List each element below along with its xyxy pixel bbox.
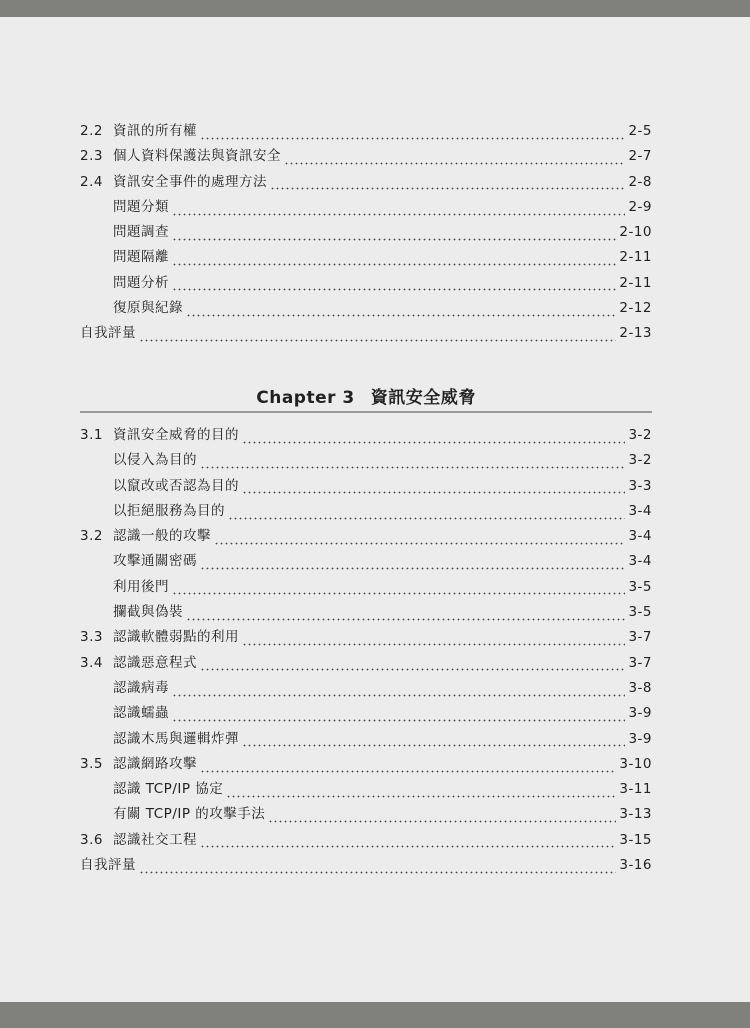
dot-leader bbox=[242, 482, 625, 494]
toc-entry-title: 認識木馬與邏輯炸彈 bbox=[113, 730, 239, 747]
toc-entry-title: 利用後門 bbox=[113, 578, 169, 595]
toc-entry-title: 問題調查 bbox=[113, 224, 169, 241]
dot-leader bbox=[172, 229, 616, 241]
toc-entry[interactable] bbox=[80, 245, 652, 270]
toc-entry[interactable] bbox=[80, 600, 652, 625]
toc-entry[interactable] bbox=[80, 499, 652, 524]
toc-entry-page: 3-5 bbox=[628, 578, 652, 595]
toc-entry-number: 3.2 bbox=[80, 528, 103, 545]
dot-leader bbox=[242, 634, 625, 646]
toc-entry-title: 攔截與偽裝 bbox=[113, 604, 183, 621]
dot-leader bbox=[172, 279, 616, 291]
toc-entry[interactable] bbox=[80, 220, 652, 245]
dot-leader bbox=[242, 735, 625, 747]
dot-leader bbox=[200, 558, 625, 570]
chapter-heading bbox=[80, 383, 652, 408]
dot-leader bbox=[186, 305, 616, 317]
toc-entry-title: 問題分析 bbox=[113, 274, 169, 291]
toc-entry-page: 3-2 bbox=[628, 427, 652, 443]
top-border-bar bbox=[0, 0, 750, 17]
toc-entry-title: 認識一般的攻擊 bbox=[113, 528, 211, 545]
toc-entry-page: 3-13 bbox=[619, 806, 652, 823]
toc-entry-title: 問題分類 bbox=[113, 198, 169, 215]
toc-entry-page: 3-9 bbox=[628, 730, 652, 747]
toc-entry-title: 認識軟體弱點的利用 bbox=[113, 629, 239, 646]
dot-leader bbox=[172, 583, 625, 595]
toc-entry-title: 資訊安全威脅的目的 bbox=[113, 427, 239, 443]
toc-entry-page: 3-4 bbox=[628, 553, 652, 570]
dot-leader bbox=[228, 508, 625, 520]
toc-entry-title: 以侵入為目的 bbox=[113, 452, 197, 469]
toc-entry-number: 3.1 bbox=[80, 427, 103, 443]
dot-leader bbox=[139, 330, 616, 342]
dot-leader bbox=[214, 533, 625, 545]
toc-entry-title: 有關 TCP/IP 的攻擊手法 bbox=[113, 806, 266, 823]
toc-entry[interactable] bbox=[80, 752, 652, 777]
dot-leader bbox=[172, 254, 616, 266]
dot-leader bbox=[284, 153, 625, 165]
toc-entry-page: 3-4 bbox=[628, 502, 652, 519]
dot-leader bbox=[270, 178, 625, 190]
dot-leader bbox=[226, 786, 616, 798]
dot-leader bbox=[172, 710, 625, 722]
toc-entry-page: 2-5 bbox=[628, 123, 652, 139]
toc-entry[interactable] bbox=[80, 853, 652, 878]
toc-entry-page: 3-2 bbox=[628, 452, 652, 469]
toc-entry-title: 復原與紀錄 bbox=[113, 300, 183, 317]
toc-entry-page: 3-9 bbox=[628, 705, 652, 722]
toc-entry-title: 認識惡意程式 bbox=[113, 654, 197, 671]
toc-entry-title: 資訊的所有權 bbox=[113, 123, 197, 139]
toc-entry[interactable] bbox=[80, 296, 652, 321]
toc-entry[interactable] bbox=[80, 195, 652, 220]
toc-section-chapter-3 bbox=[80, 423, 652, 878]
dot-leader bbox=[139, 862, 616, 874]
dot-leader bbox=[200, 457, 625, 469]
toc-entry-page: 3-5 bbox=[628, 604, 652, 621]
toc-entry-number: 3.4 bbox=[80, 654, 103, 671]
toc-entry-title: 問題隔離 bbox=[113, 249, 169, 266]
toc-entry-title: 以竄改或否認為目的 bbox=[113, 477, 239, 494]
bottom-border-bar bbox=[0, 1002, 750, 1028]
chapter-divider bbox=[80, 411, 652, 413]
toc-entry-title: 攻擊通關密碼 bbox=[113, 553, 197, 570]
toc-entry-number: 2.4 bbox=[80, 173, 103, 190]
dot-leader bbox=[200, 659, 625, 671]
toc-entry-page: 3-11 bbox=[619, 781, 652, 798]
toc-entry-title: 資訊安全事件的處理方法 bbox=[113, 173, 267, 190]
toc-entry-number: 3.6 bbox=[80, 831, 103, 848]
dot-leader bbox=[200, 128, 625, 140]
toc-entry-page: 3-10 bbox=[619, 755, 652, 772]
toc-entry-page: 2-10 bbox=[619, 224, 652, 241]
toc-entry-number: 2.2 bbox=[80, 123, 103, 139]
toc-entry-page: 3-3 bbox=[628, 477, 652, 494]
toc-entry[interactable] bbox=[80, 321, 652, 346]
toc-entry[interactable] bbox=[80, 524, 652, 549]
toc-entry-title: 認識社交工程 bbox=[113, 831, 197, 848]
toc-entry-page: 2-8 bbox=[628, 173, 652, 190]
toc-entry[interactable] bbox=[80, 448, 652, 473]
toc-entry-page: 2-11 bbox=[619, 249, 652, 266]
toc-entry-page: 3-4 bbox=[628, 528, 652, 545]
toc-entry[interactable] bbox=[80, 271, 652, 296]
toc-entry[interactable] bbox=[80, 676, 652, 701]
toc-entry[interactable] bbox=[80, 170, 652, 195]
toc-entry[interactable] bbox=[80, 828, 652, 853]
toc-entry-title: 認識 TCP/IP 協定 bbox=[113, 781, 224, 798]
dot-leader bbox=[172, 204, 625, 216]
chapter-label: Chapter 3 bbox=[256, 388, 355, 408]
toc-entry[interactable] bbox=[80, 701, 652, 726]
toc-entry-page: 3-7 bbox=[628, 654, 652, 671]
toc-entry[interactable] bbox=[80, 727, 652, 752]
toc-entry-title: 認識蠕蟲 bbox=[113, 705, 169, 722]
toc-entry-page: 3-16 bbox=[619, 857, 652, 874]
dot-leader bbox=[186, 609, 625, 621]
toc-entry-number: 2.3 bbox=[80, 148, 103, 165]
chapter-title: 資訊安全威脅 bbox=[370, 388, 476, 408]
toc-entry-number: 3.3 bbox=[80, 629, 103, 646]
dot-leader bbox=[200, 761, 616, 773]
toc-entry[interactable] bbox=[80, 119, 652, 144]
toc-entry-page: 2-12 bbox=[619, 300, 652, 317]
dot-leader bbox=[172, 685, 625, 697]
toc-section-chapter-2 bbox=[80, 119, 652, 347]
toc-entry-title: 認識病毒 bbox=[113, 679, 169, 696]
toc-entry-title: 自我評量 bbox=[80, 325, 136, 342]
toc-entry[interactable] bbox=[80, 625, 652, 650]
toc-entry-page: 2-11 bbox=[619, 274, 652, 291]
toc-entry-page: 2-7 bbox=[628, 148, 652, 165]
toc-entry-page: 3-7 bbox=[628, 629, 652, 646]
toc-entry-title: 自我評量 bbox=[80, 857, 136, 874]
toc-entry-title: 以拒絕服務為目的 bbox=[113, 502, 225, 519]
toc-entry-number: 3.5 bbox=[80, 755, 103, 772]
toc-entry-title: 認識網路攻擊 bbox=[113, 755, 197, 772]
dot-leader bbox=[268, 811, 616, 823]
dot-leader bbox=[242, 432, 625, 444]
toc-entry-page: 2-13 bbox=[619, 325, 652, 342]
toc-entry[interactable] bbox=[80, 474, 652, 499]
toc-entry-title: 個人資料保護法與資訊安全 bbox=[113, 148, 281, 165]
toc-entry[interactable] bbox=[80, 802, 652, 827]
dot-leader bbox=[200, 836, 616, 848]
toc-entry-page: 3-15 bbox=[619, 831, 652, 848]
toc-entry[interactable] bbox=[80, 575, 652, 600]
toc-entry[interactable] bbox=[80, 423, 652, 448]
toc-entry[interactable] bbox=[80, 144, 652, 169]
toc-entry-page: 2-9 bbox=[628, 198, 652, 215]
toc-entry[interactable] bbox=[80, 549, 652, 574]
toc-entry[interactable] bbox=[80, 777, 652, 802]
toc-entry-page: 3-8 bbox=[628, 679, 652, 696]
toc-entry[interactable] bbox=[80, 651, 652, 676]
